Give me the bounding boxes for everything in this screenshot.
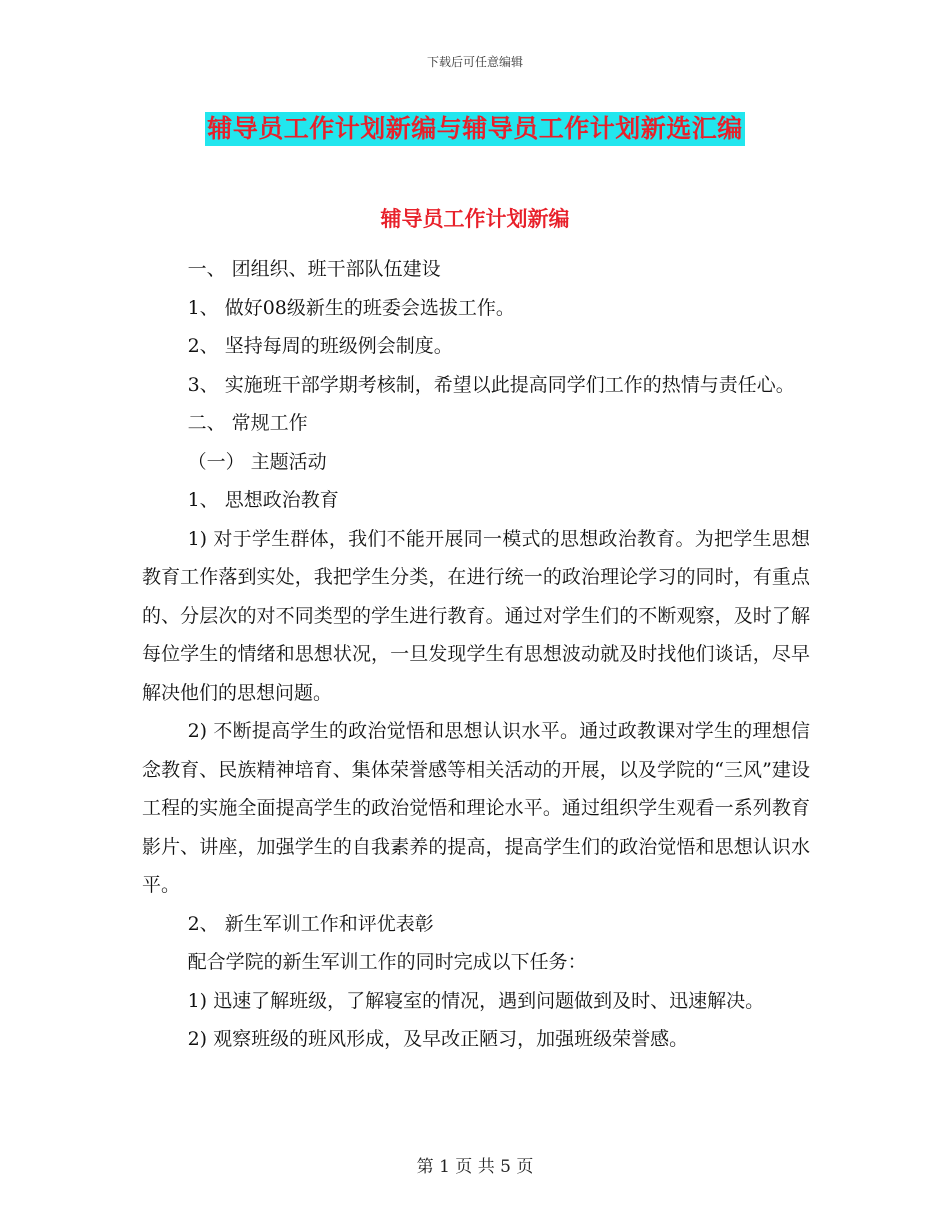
main-title-text: 辅导员工作计划新编与辅导员工作计划新选汇编 xyxy=(205,112,745,146)
document-body xyxy=(142,250,810,1059)
body-paragraph: 2) 观察班级的班风形成，及早改正陋习，加强班级荣誉感。 xyxy=(187,1028,689,1050)
list-item: 2、 坚持每周的班级例会制度。 xyxy=(187,335,453,357)
section-heading: 一、 团组织、班干部队伍建设 xyxy=(187,258,441,280)
body-paragraph: 2) 不断提高学生的政治觉悟和思想认识水平。通过政教课对学生的理想信念教育、民族精神培育、集体荣誉感等相关活动的开展，以及学院的“三风”建设工程的实施全面提高学生的政治觉悟和理论水平。通过组织学生观看一系列教育影片、讲座，加强学生的自我素养的提高，提高学生们的政治觉悟和思想认识水平。 xyxy=(142,720,810,896)
list-item: 1、 做好08级新生的班委会选拔工作。 xyxy=(187,296,515,319)
page-number: 第 1 页 共 5 页 xyxy=(416,1157,534,1177)
body-paragraph: 配合学院的新生军训工作的同时完成以下任务： xyxy=(187,951,587,973)
body-paragraph: 1) 对于学生群体，我们不能开展同一模式的思想政治教育。为把学生思想教育工作落到实处，我把学生分类，在进行统一的政治理论学习的同时，有重点的、分层次的对不同类型的学生进行教育。通过对学生们的不断观察，及时了解每位学生的情绪和思想状况，一旦发现学生有思想波动就及时找他们谈话，尽早解决他们的思想问题。 xyxy=(142,527,810,704)
page-header-note: 下载后可任意编辑 xyxy=(426,55,523,69)
list-item: 2、 新生军训工作和评优表彰 xyxy=(187,912,434,935)
subsection-heading: （一） 主题活动 xyxy=(187,450,327,473)
list-item: 3、 实施班干部学期考核制，希望以此提高同学们工作的热情与责任心。 xyxy=(187,373,795,396)
document-sub-title: 辅导员工作计划新编 xyxy=(380,207,570,231)
document-main-title xyxy=(0,112,950,146)
body-paragraph: 1) 迅速了解班级，了解寝室的情况，遇到问题做到及时、迅速解决。 xyxy=(187,989,765,1012)
section-heading: 二、 常规工作 xyxy=(187,412,308,434)
list-item: 1、 思想政治教育 xyxy=(187,489,339,511)
